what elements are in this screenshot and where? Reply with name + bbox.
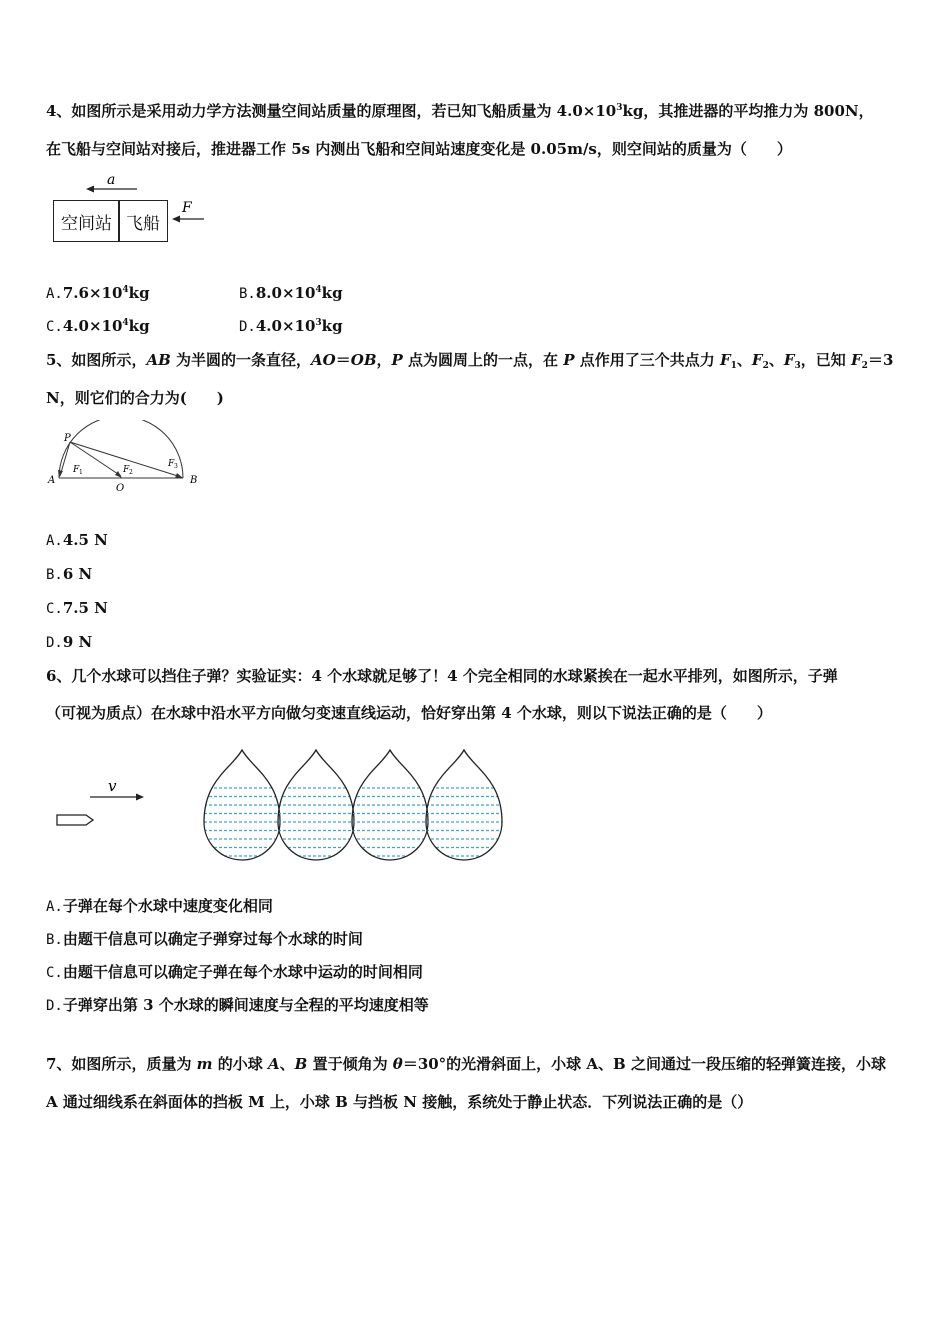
acceleration-arrowhead bbox=[86, 186, 94, 193]
force-arrowhead bbox=[172, 216, 180, 223]
q4-stem-1a: 4、如图所示是采用动力学方法测量空间站质量的原理图，若已知飞船质量为 4.0×10 bbox=[46, 102, 617, 120]
f2-sub: 2 bbox=[129, 469, 133, 476]
q7-stem-line-1: 7、如图所示，质量为 m 的小球 A、B 置于倾角为 θ＝30°的光滑斜面上，小球 A、B 之间通过一段压缩的轻弹簧连接，小球 bbox=[46, 1055, 886, 1073]
water-ball bbox=[204, 750, 280, 860]
force-label: F bbox=[182, 200, 192, 216]
point-o-label: O bbox=[116, 483, 125, 494]
q6-stem-line-1: 6、几个水球可以挡住子弹？实验证实：4 个水球就足够了！4 个完全相同的水球紧挨在一起水平排列，如图所示，子弹 bbox=[46, 667, 838, 685]
q4-stem-line-1 bbox=[46, 101, 874, 121]
q6-option-d: D.子弹穿出第 3 个水球的瞬间速度与全程的平均速度相等 bbox=[46, 996, 429, 1014]
f3-arrowhead bbox=[175, 473, 183, 478]
f1-label: F bbox=[73, 465, 80, 475]
q4-option-a: $A.7.6\times 10^4kg$ bbox=[46, 284, 150, 302]
q5-option-a: A.4.5 N bbox=[46, 531, 108, 549]
q4-stem-exp: 3 bbox=[616, 103, 623, 113]
q5-stem-line-1: 5、如图所示，AB 为半圆的一条直径，AO＝OB，P 点为圆周上的一点，在 P 点作用了三个共点力 $F_1$、$F_2$、$F_3$，已知 $F_2=3$ bbox=[46, 351, 894, 371]
f3-label: F bbox=[168, 459, 175, 469]
q5-option-b: B.6 N bbox=[46, 565, 93, 583]
q6-option-c: C.由题干信息可以确定子弹在每个水球中运动的时间相同 bbox=[46, 963, 423, 981]
point-b-label: B bbox=[190, 475, 198, 486]
f2-arrowhead bbox=[115, 471, 122, 478]
velocity-arrowhead bbox=[136, 794, 144, 801]
f2-label: F bbox=[123, 465, 130, 475]
q6-stem-line-2: （可视为质点）在水球中沿水平方向做匀变速直线运动，恰好穿出第 4 个水球，则以下说法正确的是（ ） bbox=[46, 704, 772, 722]
q4-option-b: $B.8.0\times 10^4kg$ bbox=[239, 284, 343, 302]
acceleration-label: a bbox=[107, 172, 116, 188]
q6-figure bbox=[50, 740, 520, 870]
water-ball bbox=[278, 750, 354, 860]
q4-stem-line-2: 在飞船与空间站对接后，推进器工作 5s 内测出飞船和空间站速度变化是 0.05m/s，则空间站的质量为（ ） bbox=[46, 140, 792, 158]
f1-sub: 1 bbox=[79, 469, 83, 476]
q5-option-d: D.9 N bbox=[46, 633, 93, 651]
q7-stem-line-2: A 通过细线系在斜面体的挡板 M 上，小球 B 与挡板 N 接触，系统处于静止状态．下列说法正确的是（） bbox=[46, 1093, 753, 1111]
point-a-label: A bbox=[48, 475, 56, 486]
velocity-label: v bbox=[108, 777, 117, 795]
q4-option-d: $D.4.0\times 10^3kg$ bbox=[239, 317, 343, 335]
space-station-box: 空间站 bbox=[53, 200, 120, 242]
q5-stem-line-2: N，则它们的合力为( ) bbox=[46, 389, 224, 407]
spacecraft-box: 飞船 bbox=[118, 200, 168, 242]
q4-option-c: $C.4.0\times 10^4kg$ bbox=[46, 317, 150, 335]
q5-figure bbox=[44, 420, 214, 498]
q6-option-b: B.由题干信息可以确定子弹穿过每个水球的时间 bbox=[46, 930, 363, 948]
water-ball bbox=[352, 750, 428, 860]
f3-sub: 3 bbox=[174, 463, 178, 470]
water-ball bbox=[426, 750, 502, 860]
point-p-label: P bbox=[64, 433, 71, 444]
q4-stem-1b: kg，其推进器的平均推力为 800N， bbox=[622, 102, 874, 120]
bullet-icon bbox=[57, 815, 93, 825]
q5-option-c: C.7.5 N bbox=[46, 599, 108, 617]
q6-option-a: A.子弹在每个水球中速度变化相同 bbox=[46, 897, 273, 915]
water-balls bbox=[204, 750, 502, 860]
